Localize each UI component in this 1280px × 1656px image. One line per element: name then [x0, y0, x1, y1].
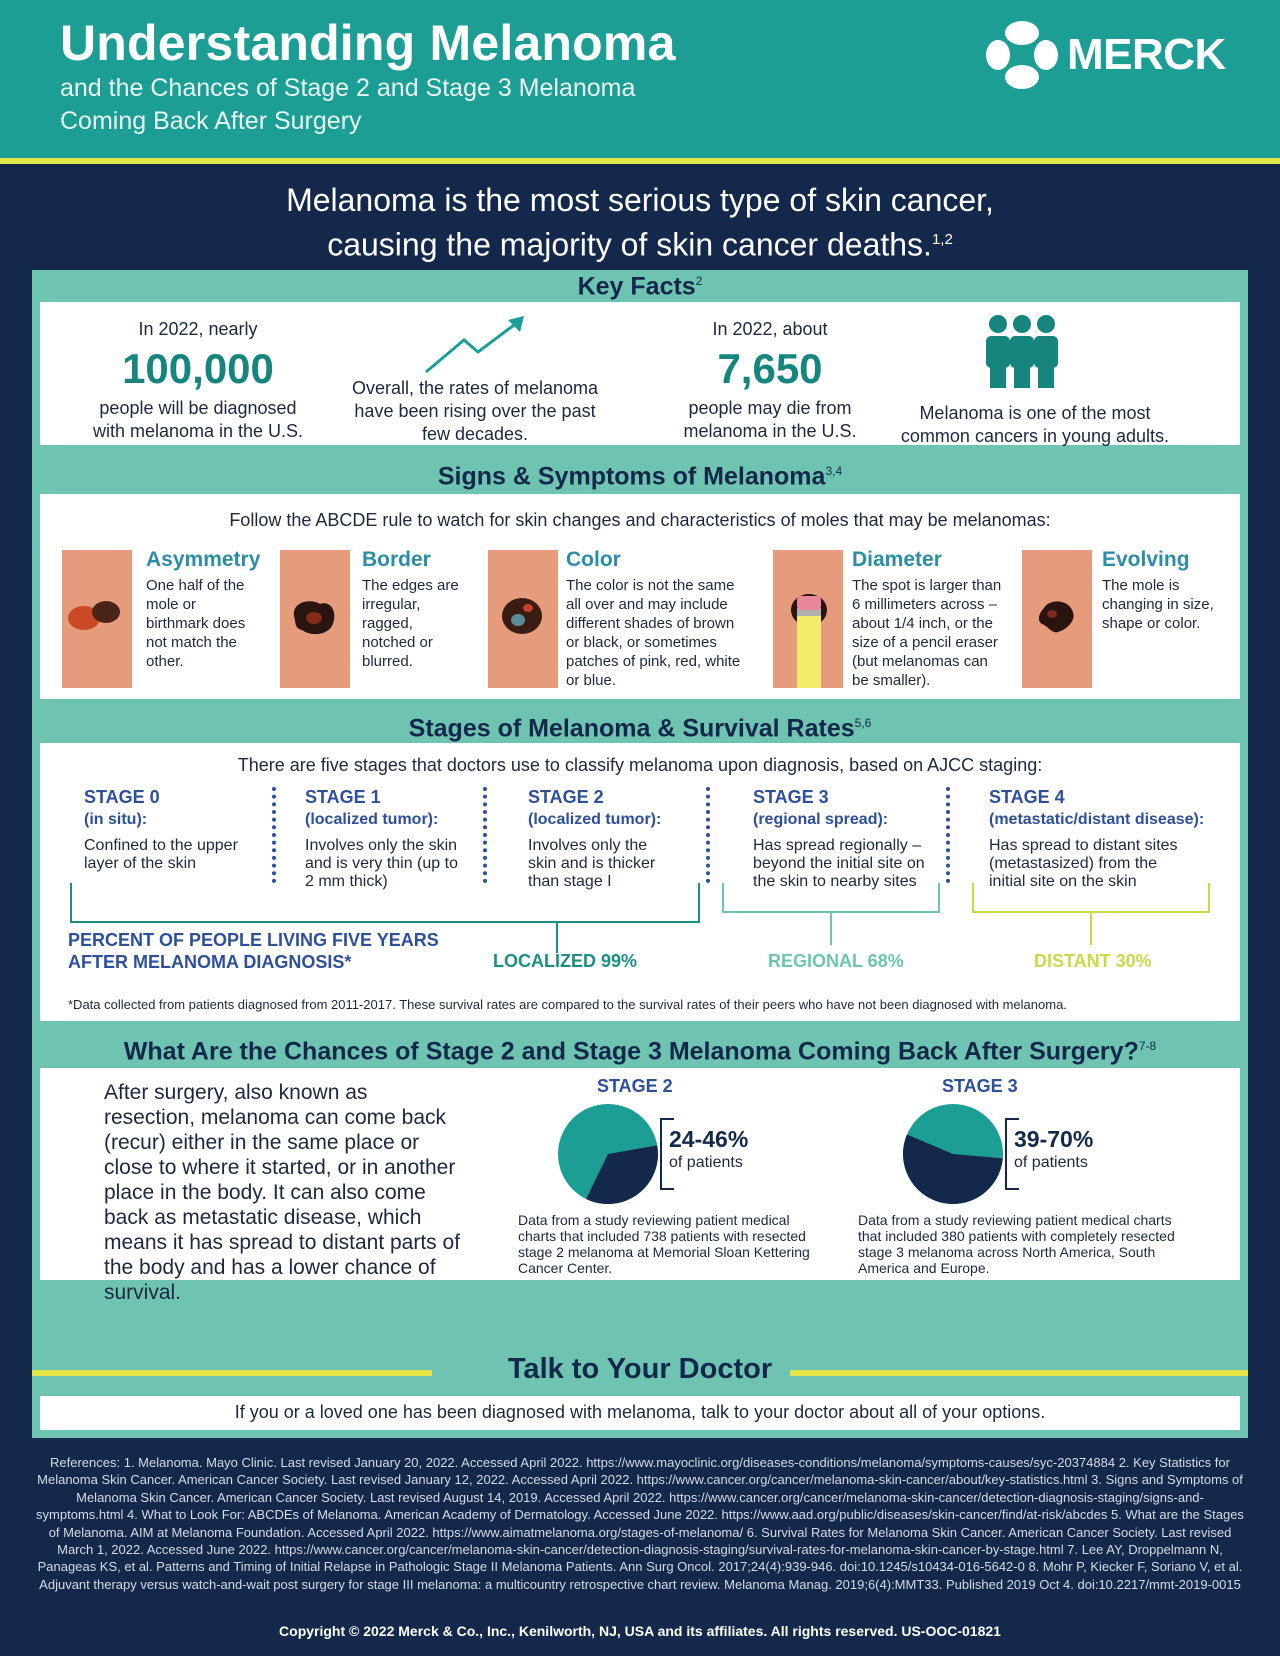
- references: References: 1. Melanoma. Mayo Clinic. Last revised January 20, 2022. Accessed April 2022. https://www.mayoclinic.org/diseases-conditions/melanoma/symptoms-causes/syc-20374884 2. Key Statistics for Melanoma Skin Cancer. American Cancer Society. Last revised January 12, 2022. Accessed April 2022. https://www.cancer.org/cancer/melanoma-skin-cancer/about/key-statistics.html 3. Signs and Symptoms of Melanoma Skin Cancer. American Cancer Society. Last revised August 14, 2019. Accessed April 2022. https://www.cancer.org/cancer/melanoma-skin-cancer/detection-diagnosis-staging/signs-and-symptoms.html 4. What to Look For: ABCDEs of Melanoma. American Academy of Dermatology. Accessed June 2022. https://www.aad.org/public/diseases/skin-cancer/find/at-risk/abcdes 5. What are the Stages of Melanoma. AIM at Melanoma Foundation. Accessed April 2022. https://www.aimatmelanoma.org/stages-of-melanoma/ 6. Survival Rates for Melanoma Skin Cancer. American Cancer Society. Last revised March 1, 2022. Accessed June 2022. https://www.cancer.org/cancer/melanoma-skin-cancer/detection-diagnosis-staging/survival-rates-for-melanoma-skin-cancer-by-stage.html 7. Lee AY, Droppelmann N, Panageas KS, et al. Patterns and Timing of Initial Relapse in Pathologic Stage II Melanoma Patients. Ann Surg Oncol. 2017;24(4):939-946. doi:10.1245/s10434-016-5642-0 8. Mohr P, Kiecker F, Soriano V, et al. Adjuvant therapy versus watch-and-wait post surgery for stage III melanoma: a multicountry retrospective chart review. Melanoma Manag. 2019;6(4):MMT33. Published 2019 Oct 4. doi:10.2217/mmt-2019-0015: [36, 1455, 1244, 1592]
- stage-2-title: STAGE 2: [528, 787, 604, 807]
- localized-rate: LOCALIZED 99%: [493, 951, 638, 971]
- asymmetry-text: One half of the mole or birthmark does not match the other.: [146, 577, 246, 670]
- intro-citation: 1,2: [931, 231, 953, 248]
- stage-3-note: Data from a study reviewing patient medical charts that included 380 patients with completely resected stage 3 melanoma across North America, South America and Europe.: [858, 1212, 1175, 1276]
- stages-intro: There are five stages that doctors use to classify melanoma upon diagnosis, based on AJCC staging:: [237, 755, 1043, 775]
- copyright: Copyright © 2022 Merck & Co., Inc., Kenilworth, NJ, USA and its affiliates. All rights reserved. US-OOC-01821: [279, 1623, 1001, 1639]
- fact-deaths: [670, 318, 870, 443]
- main-panel: [32, 270, 1248, 1438]
- diameter-mole-image: [773, 550, 843, 688]
- recurrence-heading: [32, 1028, 1248, 1064]
- stage-4-text: Has spread to distant sites (metastasized) from the initial site on the skin: [989, 837, 1178, 890]
- stage-3-title: STAGE 3: [753, 787, 829, 807]
- color-title: Color: [566, 548, 621, 571]
- stage-2-recurrence-pie: [556, 1102, 660, 1206]
- stage-3-percent: 39-70%: [1014, 1126, 1094, 1152]
- stage-0-text: Confined to the upper layer of the skin: [84, 837, 238, 872]
- stage-1-text: Involves only the skin and is very thin (up to 2 mm thick): [305, 837, 458, 890]
- page-subtitle: and the Chances of Stage 2 and Stage 3 Melanoma Coming Back After Surgery: [60, 74, 636, 135]
- evolving-text: The mole is changing in size, shape or color.: [1102, 577, 1214, 632]
- fact-diagnosed-pre: In 2022, nearly: [138, 319, 258, 339]
- evolving-mole-icon: [1022, 550, 1092, 688]
- intro-line-2-text: causing the majority of skin cancer deaths.: [327, 226, 932, 263]
- stage-divider: [483, 787, 487, 883]
- key-facts-panel: [40, 302, 1240, 445]
- asymmetry-mole-image: [62, 550, 132, 688]
- signs-title: Signs & Symptoms of Melanoma: [437, 462, 826, 491]
- distant-rate: DISTANT 30%: [1034, 951, 1152, 971]
- stage-2-recurrence-label: STAGE 2: [597, 1076, 673, 1096]
- header-divider: [0, 158, 1280, 164]
- border-mole-icon: [280, 550, 350, 688]
- intro-statement: [0, 180, 1280, 265]
- stage-3-subtitle: (regional spread):: [753, 811, 889, 828]
- color-mole-icon: [488, 550, 558, 688]
- stages-heading: [32, 704, 1248, 742]
- color-text: The color is not the same all over and may include different shades of brown or black, or sometimes patches of pink, red, white or blue.: [566, 577, 741, 689]
- key-facts-heading: [32, 262, 1248, 300]
- pencil-eraser-icon: [773, 550, 843, 688]
- recurrence-text: After surgery, also known as resection, melanoma can come back (recur) either in the same place or close to where it started, or in another place in the body. It can also come back as metastatic disease, which means it has spread to distant parts of the body and has a lower chance of survival.: [104, 1081, 461, 1304]
- signs-panel: [40, 494, 1240, 699]
- fact-diagnosed: [84, 318, 312, 443]
- stage-2-note: Data from a study reviewing patient medical charts that included 738 patients with resected stage 2 melanoma at Memorial Sloan Kettering Cancer Center.: [518, 1212, 810, 1276]
- diameter-text: The spot is larger than 6 millimeters across – about 1/4 inch, or the size of a pencil eraser (but melanomas can be smaller).: [852, 577, 1002, 689]
- localized-bracket: [70, 883, 700, 923]
- stage-2-text: Involves only the skin and is thicker than stage I: [528, 837, 656, 890]
- distant-bracket: [972, 883, 1210, 913]
- fact-rising-rates: Overall, the rates of melanoma have been rising over the past few decades.: [351, 378, 599, 444]
- people-group-icon: [982, 312, 1062, 392]
- signs-citation: 3,4: [825, 464, 843, 478]
- border-text: The edges are irregular, ragged, notched or blurred.: [362, 577, 459, 670]
- talk-title: Talk to Your Doctor: [507, 1353, 773, 1385]
- key-facts-title: Key Facts: [577, 272, 696, 301]
- trend-up-icon: [420, 312, 532, 378]
- border-title: Border: [362, 548, 431, 571]
- stage-3-recurrence-pie: [901, 1102, 1005, 1206]
- border-mole-image: [280, 550, 350, 688]
- evolving-mole-image: [1022, 550, 1092, 688]
- fact-diagnosed-post: people will be diagnosed with melanoma in the U.S.: [92, 398, 304, 441]
- stage-2-of-patients: of patients: [669, 1154, 743, 1171]
- regional-bracket: [722, 883, 940, 913]
- intro-line-1: Melanoma is the most serious type of skin cancer,: [286, 182, 994, 218]
- survival-label: PERCENT OF PEOPLE LIVING FIVE YEARS AFTER MELANOMA DIAGNOSIS*: [68, 930, 439, 972]
- stage-1-title: STAGE 1: [305, 787, 381, 807]
- stage-3-of-patients: of patients: [1014, 1154, 1088, 1171]
- key-facts-citation: 2: [695, 274, 703, 288]
- stages-title: Stages of Melanoma & Survival Rates: [408, 714, 855, 743]
- stage-2-subtitle: (localized tumor):: [528, 811, 662, 828]
- page-title: Understanding Melanoma: [60, 15, 676, 71]
- talk-panel: [40, 1396, 1240, 1430]
- regional-connector: [830, 913, 832, 945]
- stage-3-recurrence-label: STAGE 3: [942, 1076, 1018, 1096]
- color-mole-image: [488, 550, 558, 688]
- stage-4-subtitle: (metastatic/distant disease):: [989, 811, 1205, 828]
- recurrence-panel: [40, 1068, 1240, 1304]
- localized-connector: [556, 923, 558, 953]
- stage-1-subtitle: (localized tumor):: [305, 811, 439, 828]
- asymmetry-title: Asymmetry: [146, 548, 261, 571]
- asymmetry-mole-icon: [62, 550, 132, 688]
- fact-deaths-post: people may die from melanoma in the U.S.: [683, 398, 857, 441]
- fact-diagnosed-number: 100,000: [122, 345, 274, 392]
- stages-panel: [40, 743, 1240, 1021]
- stage-divider: [272, 787, 276, 883]
- signs-heading: [32, 453, 1248, 494]
- merck-logo-icon: [985, 20, 1059, 90]
- talk-text: If you or a loved one has been diagnosed with melanoma, talk to your doctor about all of your options.: [234, 1402, 1046, 1422]
- stage-divider: [706, 787, 710, 883]
- stages-citation: 5,6: [854, 716, 872, 730]
- merck-logo-text: MERCK: [1067, 30, 1226, 79]
- fact-deaths-pre: In 2022, about: [712, 319, 828, 339]
- recurrence-citation: 7-8: [1138, 1039, 1157, 1053]
- stage-4-title: STAGE 4: [989, 787, 1065, 807]
- regional-rate: REGIONAL 68%: [768, 951, 904, 971]
- stage-0-title: STAGE 0: [84, 787, 160, 807]
- survival-footnote: *Data collected from patients diagnosed from 2011-2017. These survival rates are compared to the survival rates of their peers who have not been diagnosed with melanoma.: [68, 997, 1067, 1012]
- evolving-title: Evolving: [1102, 548, 1190, 571]
- signs-intro: Follow the ABCDE rule to watch for skin changes and characteristics of moles that may be melanomas:: [229, 510, 1051, 530]
- distant-connector: [1090, 913, 1092, 945]
- stage-0-subtitle: (in situ):: [84, 811, 148, 828]
- diameter-title: Diameter: [852, 548, 942, 571]
- merck-logo: [985, 20, 1225, 90]
- intro-line-2: [0, 220, 1280, 265]
- fact-deaths-number: 7,650: [717, 345, 823, 392]
- stage-3-text: Has spread regionally – beyond the initial site on the skin to nearby sites: [753, 837, 925, 890]
- fact-young-adults: Melanoma is one of the most common cancers in young adults.: [900, 403, 1170, 446]
- recurrence-title: What Are the Chances of Stage 2 and Stage 3 Melanoma Coming Back After Surgery?: [123, 1037, 1139, 1066]
- stage-2-percent: 24-46%: [669, 1126, 749, 1152]
- stage-divider: [946, 787, 950, 883]
